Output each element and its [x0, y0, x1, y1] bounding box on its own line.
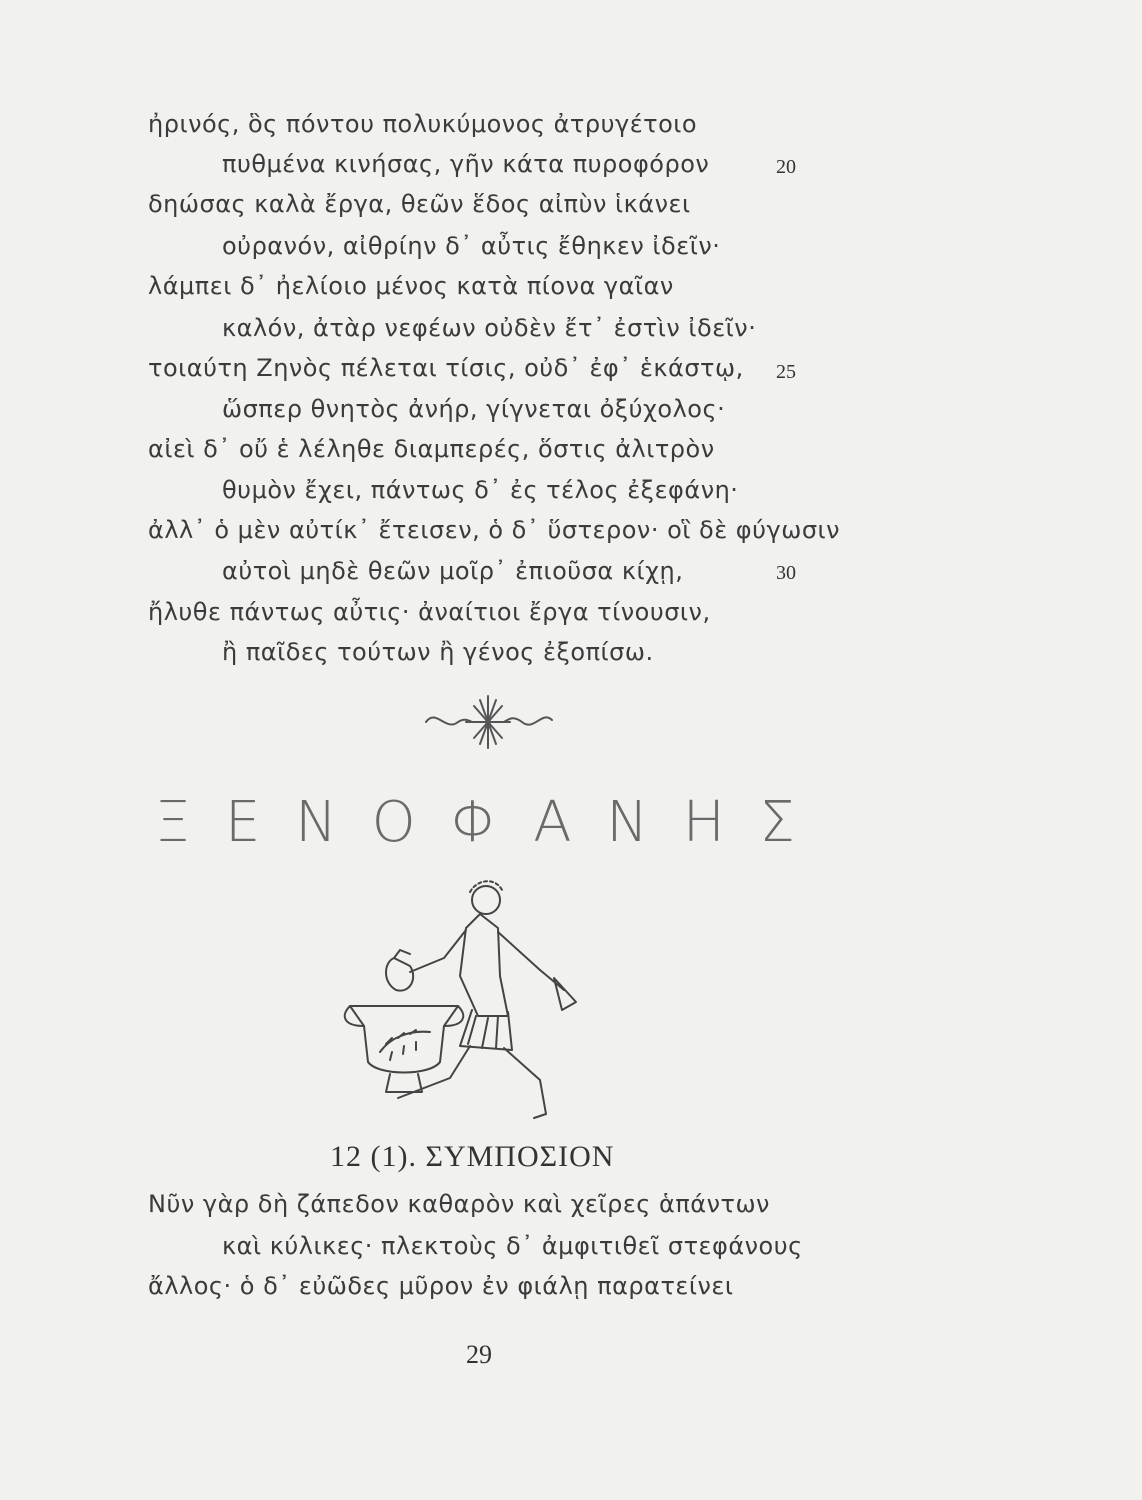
verse-line: δηώσας καλὰ ἔργα, θεῶν ἕδος αἰπὺν ἱκάνει — [148, 190, 691, 218]
verse-line: ὥσπερ θνητὸς ἀνήρ, γίγνεται ὀξύχολος· — [222, 395, 726, 423]
line-number: 25 — [776, 361, 796, 383]
author-letter: Φ — [450, 790, 499, 855]
verse-line: ἠρινός, ὃς πόντου πολυκύμονος ἀτρυγέτοιο — [148, 110, 698, 138]
section-heading: 12 (1). ΣΥΜΠΟΣΙΟΝ — [330, 1140, 615, 1173]
author-letter: Ο — [371, 790, 416, 855]
verse-line: θυμὸν ἔχει, πάντως δ᾽ ἐς τέλος ἐξεφάνη· — [222, 476, 739, 504]
wine-pourer-illustration — [340, 866, 600, 1126]
verse-line: τοιαύτη Ζηνὸς πέλεται τίσις, οὐδ᾽ ἐφ᾽ ἑκάστῳ, — [148, 354, 744, 382]
author-letter: Ε — [225, 790, 261, 855]
author-letter: Σ — [759, 790, 795, 855]
author-letter: Ν — [606, 790, 649, 855]
author-letter: Ν — [295, 790, 337, 855]
author-letter: Α — [533, 790, 572, 855]
line-number: 20 — [776, 156, 796, 178]
verse-line: Νῦν γὰρ δὴ ζάπεδον καθαρὸν καὶ χεῖρες ἁπάντων — [148, 1190, 770, 1218]
line-number: 30 — [776, 562, 796, 584]
verse-line: πυθμένα κινήσας, γῆν κάτα πυροφόρον — [222, 150, 710, 178]
verse-line: αἰεὶ δ᾽ οὔ ἑ λέληθε διαμπερές, ὅστις ἀλιτρὸν — [148, 435, 715, 463]
verse-line: αὐτοὶ μηδὲ θεῶν μοῖρ᾽ ἐπιοῦσα κίχῃ, — [222, 557, 684, 585]
verse-line: λάμπει δ᾽ ἠελίοιο μένος κατὰ πίονα γαῖαν — [148, 272, 674, 300]
author-letter: Η — [682, 790, 725, 855]
verse-line: οὐρανόν, αἰθρίην δ᾽ αὖτις ἔθηκεν ἰδεῖν· — [222, 232, 721, 260]
verse-line: καὶ κύλικες· πλεκτοὺς δ᾽ ἀμφιτιθεῖ στεφάνους — [222, 1232, 803, 1260]
page-number: 29 — [466, 1340, 492, 1369]
verse-line: ἀλλ᾽ ὁ μὲν αὐτίκ᾽ ἔτεισεν, ὁ δ᾽ ὕστερον· οἳ δὲ φύγωσιν — [148, 516, 841, 544]
author-title — [155, 790, 795, 855]
star-ornament-icon — [418, 688, 558, 752]
author-letter: Ξ — [155, 790, 191, 855]
verse-line: ἢ παῖδες τούτων ἢ γένος ἐξοπίσω. — [222, 638, 654, 666]
verse-line: καλόν, ἀτὰρ νεφέων οὐδὲν ἔτ᾽ ἐστὶν ἰδεῖν· — [222, 314, 757, 342]
verse-line: ἤλυθε πάντως αὖτις· ἀναίτιοι ἔργα τίνουσιν, — [148, 598, 711, 626]
verse-line: ἄλλος· ὁ δ᾽ εὐῶδες μῦρον ἐν φιάλῃ παρατείνει — [148, 1272, 734, 1300]
